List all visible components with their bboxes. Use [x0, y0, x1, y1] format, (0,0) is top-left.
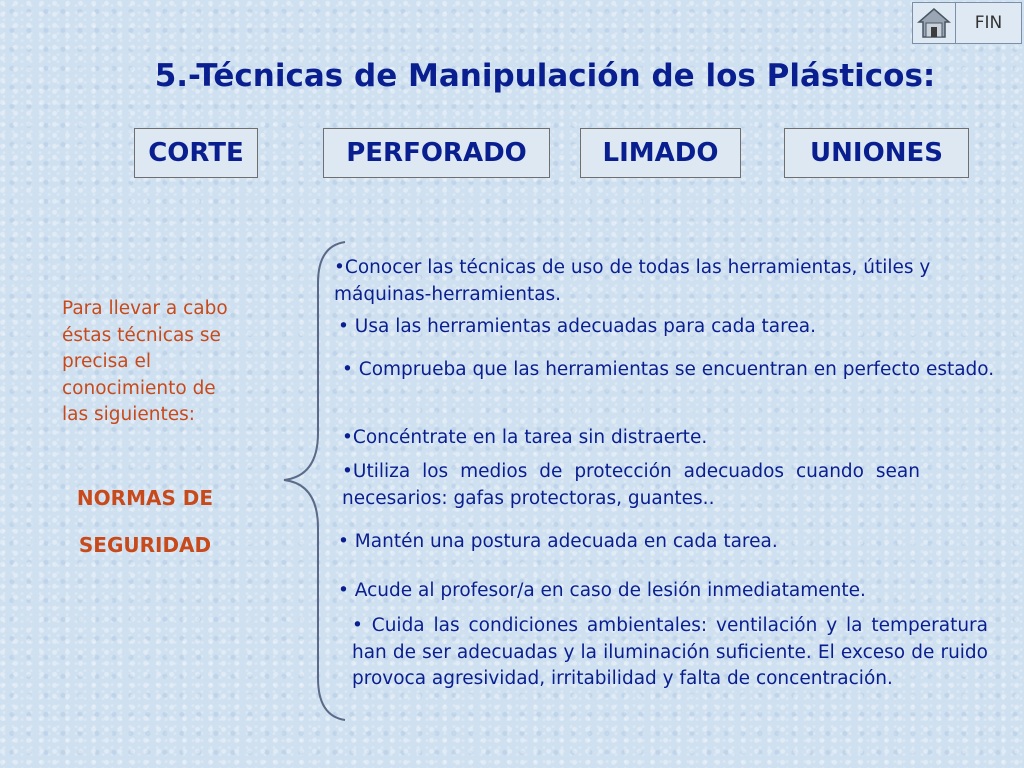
- rule-item: •Conocer las técnicas de uso de todas las herramientas, útiles y máquinas-herramientas.: [334, 257, 931, 305]
- norms-title-line1: NORMAS DE: [76, 486, 214, 510]
- rule-item: • Cuida las condiciones ambientales: ventilación y la temperatura han de ser adecuadas y la iluminación suficiente. El exceso de ruido provoca agresividad, irritabilidad y falta de concentración.: [352, 615, 988, 689]
- page-title: 5.-Técnicas de Manipulación de los Plásticos:: [154, 58, 936, 94]
- intro-text: Para llevar a cabo éstas técnicas se precisa el conocimiento de las siguientes:: [62, 298, 228, 425]
- tab-corte[interactable]: CORTE: [134, 128, 258, 178]
- rule-item: • Mantén una postura adecuada en cada tarea.: [338, 531, 778, 552]
- rule-item: • Usa las herramientas adecuadas para cada tarea.: [338, 316, 816, 337]
- home-button[interactable]: [913, 3, 956, 43]
- fin-button[interactable]: FIN: [974, 13, 1003, 33]
- curly-brace: [280, 238, 350, 723]
- tab-limado[interactable]: LIMADO: [580, 128, 741, 178]
- rule-item: •Concéntrate en la tarea sin distraerte.: [342, 427, 708, 448]
- norms-title-line2: SEGURIDAD: [78, 533, 212, 557]
- home-icon: [917, 7, 951, 39]
- rule-item: •Utiliza los medios de protección adecuados cuando sean necesarios: gafas protectoras, guantes..: [342, 461, 920, 509]
- navigation-box: [912, 2, 1022, 44]
- rule-item: • Acude al profesor/a en caso de lesión inmediatamente.: [338, 580, 866, 601]
- rule-item: • Comprueba que las herramientas se encuentran en perfecto estado.: [342, 359, 995, 380]
- tab-perforado[interactable]: PERFORADO: [323, 128, 550, 178]
- tab-uniones[interactable]: UNIONES: [784, 128, 969, 178]
